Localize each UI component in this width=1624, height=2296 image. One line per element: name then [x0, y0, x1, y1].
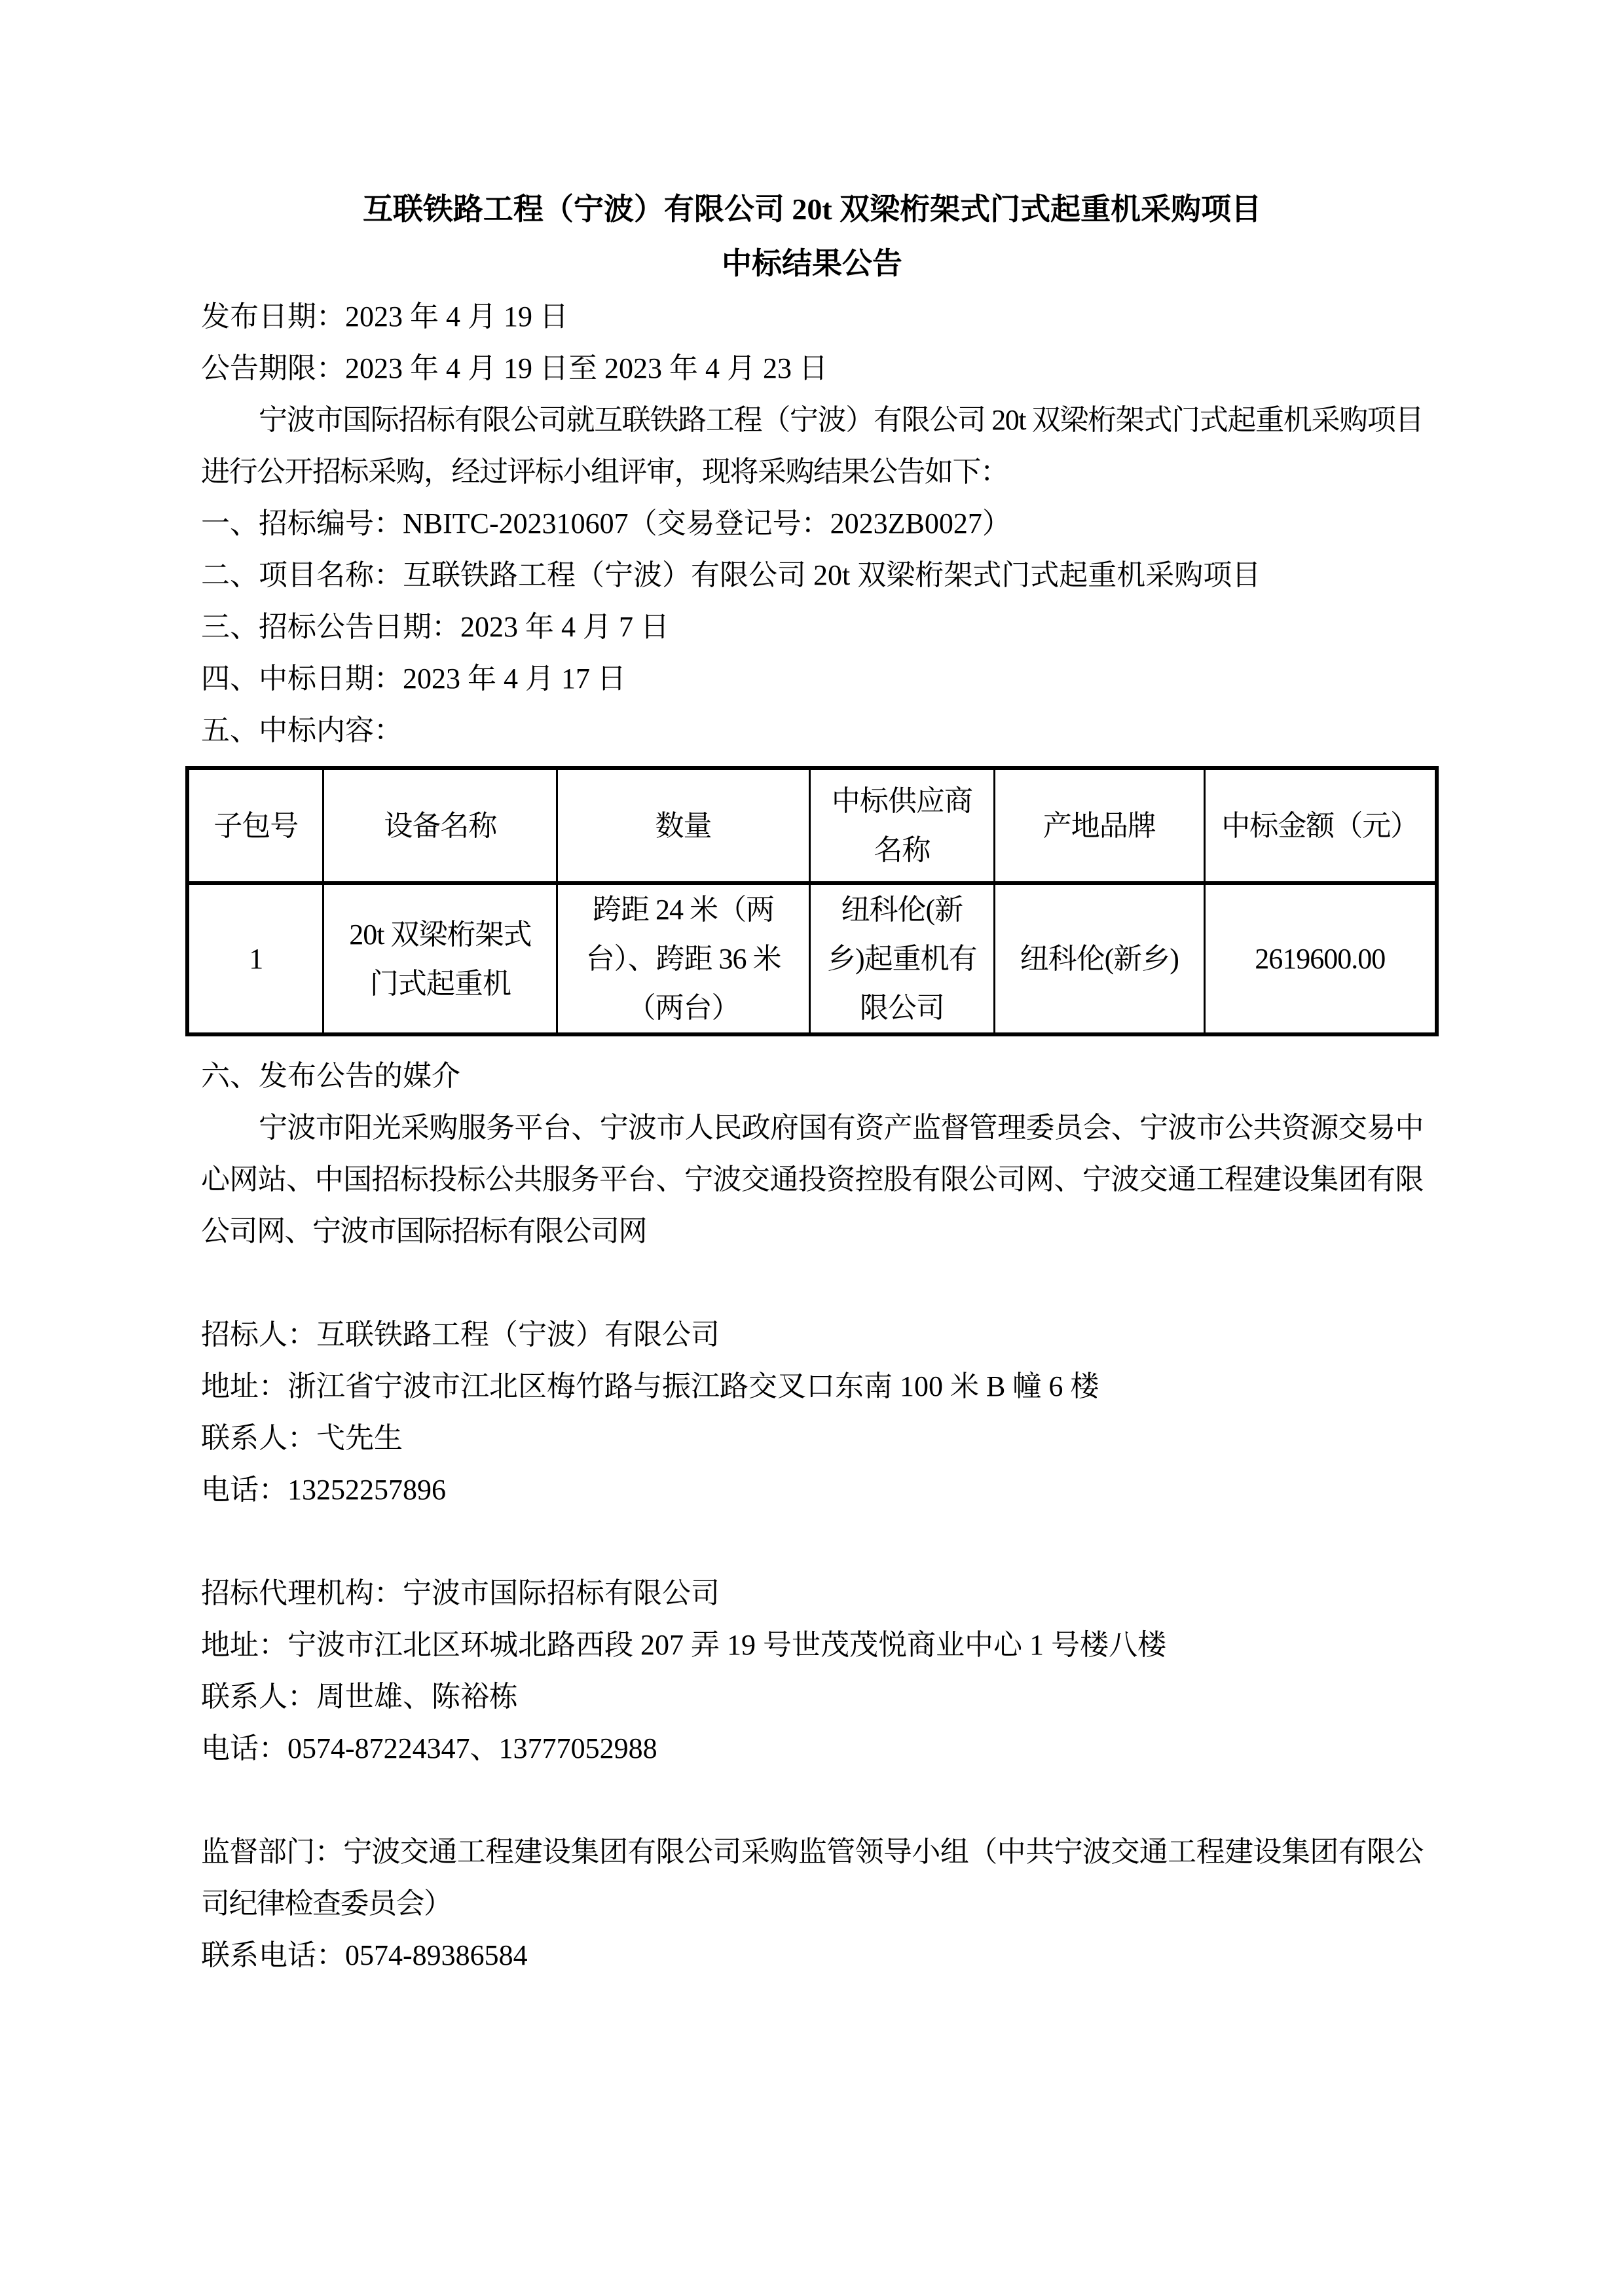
table-row	[187, 883, 1437, 1034]
col-header-brand: 产地品牌	[995, 768, 1205, 883]
intro-paragraph: 宁波市国际招标有限公司就互联铁路工程（宁波）有限公司 20t 双梁桁架式门式起重机采购项目进行公开招标采购，经过评标小组评审，现将采购结果公告如下：	[201, 404, 1423, 488]
agency-phone-line: 电话：0574-87224347、13777052988	[201, 1732, 657, 1764]
bidder-phone-line: 电话：13252257896	[201, 1474, 446, 1506]
agency-name-line: 招标代理机构：宁波市国际招标有限公司	[201, 1577, 720, 1609]
table-header-row	[187, 768, 1437, 883]
media-paragraph: 宁波市阳光采购服务平台、宁波市人民政府国有资产监督管理委员会、宁波市公共资源交易中心网站、中国招标投标公共服务平台、宁波交通投资控股有限公司网、宁波交通工程建设集团有限公司网、宁波市国际招标有限公司网	[201, 1112, 1423, 1247]
item-bid-number: 一、招标编号：NBITC-202310607（交易登记号：2023ZB0027）	[201, 507, 1011, 539]
spacer	[201, 1774, 1423, 1826]
spacer	[201, 1257, 1423, 1309]
supervisor-phone-line: 联系电话：0574-89386584	[201, 1939, 528, 1971]
bidder-name-line: 招标人：互联铁路工程（宁波）有限公司	[201, 1319, 720, 1351]
col-header-amount: 中标金额（元）	[1204, 768, 1437, 883]
spacer	[201, 1516, 1423, 1567]
cell-equipment: 20t 双梁桁架式门式起重机	[323, 883, 557, 1034]
bidder-contact-line: 联系人：弋先生	[201, 1422, 403, 1454]
doc-title-line2: 中标结果公告	[722, 247, 902, 280]
bidder-address-line: 地址：浙江省宁波市江北区梅竹路与振江路交叉口东南 100 米 B 幢 6 楼	[201, 1370, 1099, 1402]
item-project-name: 二、项目名称：互联铁路工程（宁波）有限公司 20t 双梁桁架式门式起重机采购项目	[201, 559, 1261, 591]
agency-contact-line: 联系人：周世雄、陈裕栋	[201, 1681, 518, 1713]
item-award-date: 四、中标日期：2023 年 4 月 17 日	[201, 663, 626, 695]
col-header-supplier: 中标供应商名称	[809, 768, 994, 883]
cell-amount: 2619600.00	[1204, 883, 1437, 1034]
item-announce-date: 三、招标公告日期：2023 年 4 月 7 日	[201, 611, 669, 643]
col-header-subpackage: 子包号	[187, 768, 323, 883]
agency-address-line: 地址：宁波市江北区环城北路西段 207 弄 19 号世茂茂悦商业中心 1 号楼八楼	[201, 1629, 1166, 1661]
cell-subpackage: 1	[187, 883, 323, 1034]
cell-brand: 纽科伦(新乡)	[995, 883, 1205, 1034]
doc-title-line1: 互联铁路工程（宁波）有限公司 20t 双梁桁架式门式起重机采购项目	[362, 192, 1262, 226]
award-result-table	[185, 766, 1439, 1036]
publish-date-line: 发布日期：2023 年 4 月 19 日	[201, 301, 568, 333]
cell-quantity: 跨距 24 米（两台）、跨距 36 米（两台）	[557, 883, 809, 1034]
col-header-quantity: 数量	[557, 768, 809, 883]
cell-supplier: 纽科伦(新乡)起重机有限公司	[809, 883, 994, 1034]
col-header-equipment: 设备名称	[323, 768, 557, 883]
item-award-content: 五、中标内容：	[201, 714, 403, 746]
announcement-period-line: 公告期限：2023 年 4 月 19 日至 2023 年 4 月 23 日	[201, 352, 828, 384]
supervisor-dept-paragraph: 监督部门：宁波交通工程建设集团有限公司采购监管领导小组（中共宁波交通工程建设集团有限公司纪律检查委员会）	[201, 1836, 1423, 1920]
item-media-heading: 六、发布公告的媒介	[201, 1060, 460, 1092]
